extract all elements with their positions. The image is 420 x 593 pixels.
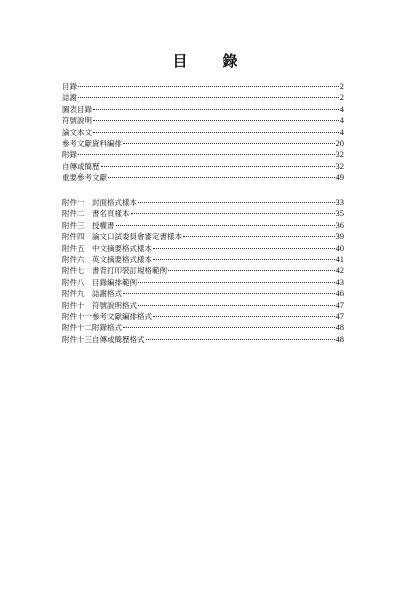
attachment-code: 附件一 xyxy=(62,198,85,207)
toc-entry-label: 符號說明 xyxy=(62,116,92,126)
toc-entry-page: 36 xyxy=(335,219,344,230)
toc-attachment-entry[interactable] xyxy=(62,322,344,333)
toc-entry-page: 4 xyxy=(339,126,344,137)
toc-entry-label: 授權書 xyxy=(92,220,115,230)
toc-attachment-entry[interactable] xyxy=(62,231,344,242)
toc-entry[interactable] xyxy=(62,92,344,103)
toc-entry-page: 41 xyxy=(335,253,344,264)
toc-attachment-entry[interactable] xyxy=(62,288,344,299)
dot-leader xyxy=(116,225,335,226)
toc-attachment-entry[interactable] xyxy=(62,197,344,208)
toc-entry-label: 參考文獻編排格式 xyxy=(92,311,152,321)
toc-entry[interactable] xyxy=(62,161,344,172)
toc-entry-page: 33 xyxy=(335,197,344,207)
attachment-code: 附件十 xyxy=(62,300,85,310)
toc-entry-label: 目錄編排範例 xyxy=(92,277,137,287)
toc-main-section xyxy=(62,81,344,184)
toc-attachments-section xyxy=(62,197,344,345)
dot-leader xyxy=(101,166,335,167)
toc-entry[interactable] xyxy=(62,138,344,149)
dot-leader xyxy=(123,143,335,144)
dot-leader xyxy=(123,327,335,328)
toc-entry-page: 46 xyxy=(335,288,344,299)
toc-entry-label: 誌謝格式 xyxy=(92,289,122,299)
toc-entry-label: 論文口試委員會審定書樣本 xyxy=(92,232,182,242)
dot-leader xyxy=(146,339,335,340)
toc-entry-label: 參考文獻資料編排 xyxy=(62,138,122,148)
toc-attachment-entry[interactable] xyxy=(62,208,344,219)
toc-entry[interactable] xyxy=(62,81,344,92)
attachment-code: 附件十三 xyxy=(62,334,92,344)
toc-attachment-entry[interactable] xyxy=(62,311,344,322)
toc-entry-label: 封面格式樣本 xyxy=(92,198,137,207)
toc-attachment-entry[interactable] xyxy=(62,254,344,265)
attachment-code: 附件九 xyxy=(62,289,85,299)
toc-entry-label: 重要參考文獻 xyxy=(62,173,107,183)
toc-entry-label: 論文本文 xyxy=(62,127,92,137)
toc-entry-page: 4 xyxy=(339,115,344,126)
toc-entry-label: 書背打印裝訂規格範例 xyxy=(92,266,167,276)
toc-attachment-entry[interactable] xyxy=(62,277,344,288)
page-title: 目 錄 xyxy=(172,52,248,70)
dot-leader xyxy=(153,316,335,317)
attachment-code: 附件七 xyxy=(62,266,85,276)
toc-entry-page: 32 xyxy=(335,160,344,171)
toc-entry-page: 48 xyxy=(335,322,344,333)
dot-leader xyxy=(131,213,335,214)
toc-entry-label: 符號說明格式 xyxy=(92,300,137,310)
dot-leader xyxy=(138,202,335,203)
dot-leader xyxy=(78,97,339,98)
toc-entry-page: 49 xyxy=(335,172,344,183)
attachment-code: 附件四 xyxy=(62,232,85,242)
toc-entry-label: 英文摘要格式樣本 xyxy=(92,254,152,264)
toc-entry-page: 32 xyxy=(335,149,344,160)
toc-attachment-entry[interactable] xyxy=(62,334,344,345)
toc-entry[interactable] xyxy=(62,115,344,126)
dot-leader xyxy=(93,109,339,110)
toc-entry-label: 中文摘要格式樣本 xyxy=(92,243,152,253)
toc-entry-label: 自傳或簡歷格式 xyxy=(92,334,145,344)
toc-attachment-entry[interactable] xyxy=(62,265,344,276)
dot-leader xyxy=(183,236,335,237)
toc-entry-page: 39 xyxy=(335,231,344,242)
attachment-code: 附件八 xyxy=(62,277,85,287)
dot-leader xyxy=(153,248,335,249)
dot-leader xyxy=(138,305,335,306)
toc-attachment-entry[interactable] xyxy=(62,243,344,254)
toc-entry-page: 4 xyxy=(339,103,344,114)
toc-entry-page: 40 xyxy=(335,242,344,253)
toc-entry-label: 書名頁樣本 xyxy=(92,209,130,219)
toc-entry-page: 48 xyxy=(335,333,344,344)
toc-entry-label: 附錄格式 xyxy=(92,323,122,333)
dot-leader xyxy=(78,86,339,87)
toc-entry-page: 20 xyxy=(335,137,344,148)
dot-leader xyxy=(123,293,335,294)
dot-leader xyxy=(108,177,335,178)
dot-leader xyxy=(93,132,339,133)
toc-entry[interactable] xyxy=(62,172,344,183)
toc-entry[interactable] xyxy=(62,127,344,138)
dot-leader xyxy=(153,259,335,260)
dot-leader xyxy=(168,270,335,271)
toc-entry-page: 35 xyxy=(335,208,344,219)
attachment-code: 附件六 xyxy=(62,254,85,264)
toc-entry-label: 附錄 xyxy=(62,150,77,160)
toc-entry-label: 圖表目錄 xyxy=(62,104,92,114)
toc-entry-label: 自傳或簡歷 xyxy=(62,161,100,171)
toc-entry-label: 誌謝 xyxy=(62,93,77,103)
dot-leader xyxy=(93,120,339,121)
attachment-code: 附件二 xyxy=(62,209,85,219)
toc-entry[interactable] xyxy=(62,149,344,160)
toc-entry-page: 2 xyxy=(339,81,344,91)
attachment-code: 附件五 xyxy=(62,243,85,253)
toc-attachment-entry[interactable] xyxy=(62,300,344,311)
attachment-code: 附件三 xyxy=(62,220,85,230)
attachment-code: 附件十二 xyxy=(62,323,92,333)
toc-entry-label: 目錄 xyxy=(62,82,77,91)
attachment-code: 附件十一 xyxy=(62,311,92,321)
dot-leader xyxy=(138,282,335,283)
toc-entry-page: 2 xyxy=(339,92,344,103)
toc-entry-page: 43 xyxy=(335,276,344,287)
dot-leader xyxy=(78,154,335,155)
toc-attachment-entry[interactable] xyxy=(62,220,344,231)
toc-entry-page: 47 xyxy=(335,299,344,310)
toc-entry-page: 42 xyxy=(335,265,344,276)
toc-entry[interactable] xyxy=(62,104,344,115)
toc-entry-page: 47 xyxy=(335,310,344,321)
